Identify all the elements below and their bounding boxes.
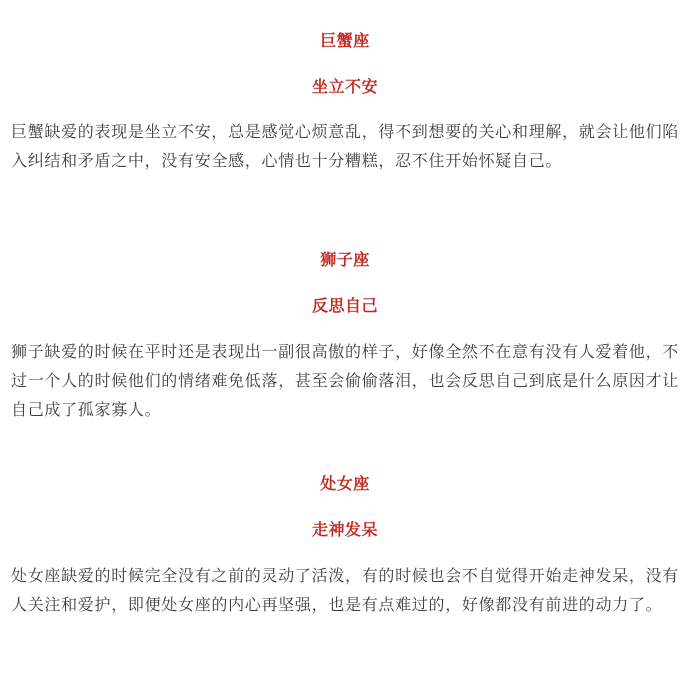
sign-heading: 处女座	[320, 474, 370, 493]
section-subtitle: 反思自己	[311, 296, 378, 315]
section-subtitle: 走神发呆	[311, 520, 378, 539]
section-paragraph: 巨蟹缺爱的表现是坐立不安，总是感觉心烦意乱，得不到想要的关心和理解，就会让他们陷入纠结和矛盾之中，没有安全感，心情也十分糟糕，忍不住开始怀疑自己。	[11, 122, 680, 170]
sign-heading: 巨蟹座	[320, 31, 370, 50]
section-paragraph: 狮子缺爱的时候在平时还是表现出一副很高傲的样子，好像全然不在意有没有人爱着他，不过一个人的时候他们的情绪难免低落，甚至会偷偷落泪，也会反思自己到底是什么原因才让自己成了孤家寡人。	[11, 342, 680, 419]
section-paragraph: 处女座缺爱的时候完全没有之前的灵动了活泼，有的时候也会不自觉得开始走神发呆，没有人关注和爱护，即便处女座的内心再坚强，也是有点难过的，好像都没有前进的动力了。	[11, 566, 680, 614]
section-subtitle: 坐立不安	[311, 77, 378, 96]
sign-heading: 狮子座	[320, 250, 370, 269]
